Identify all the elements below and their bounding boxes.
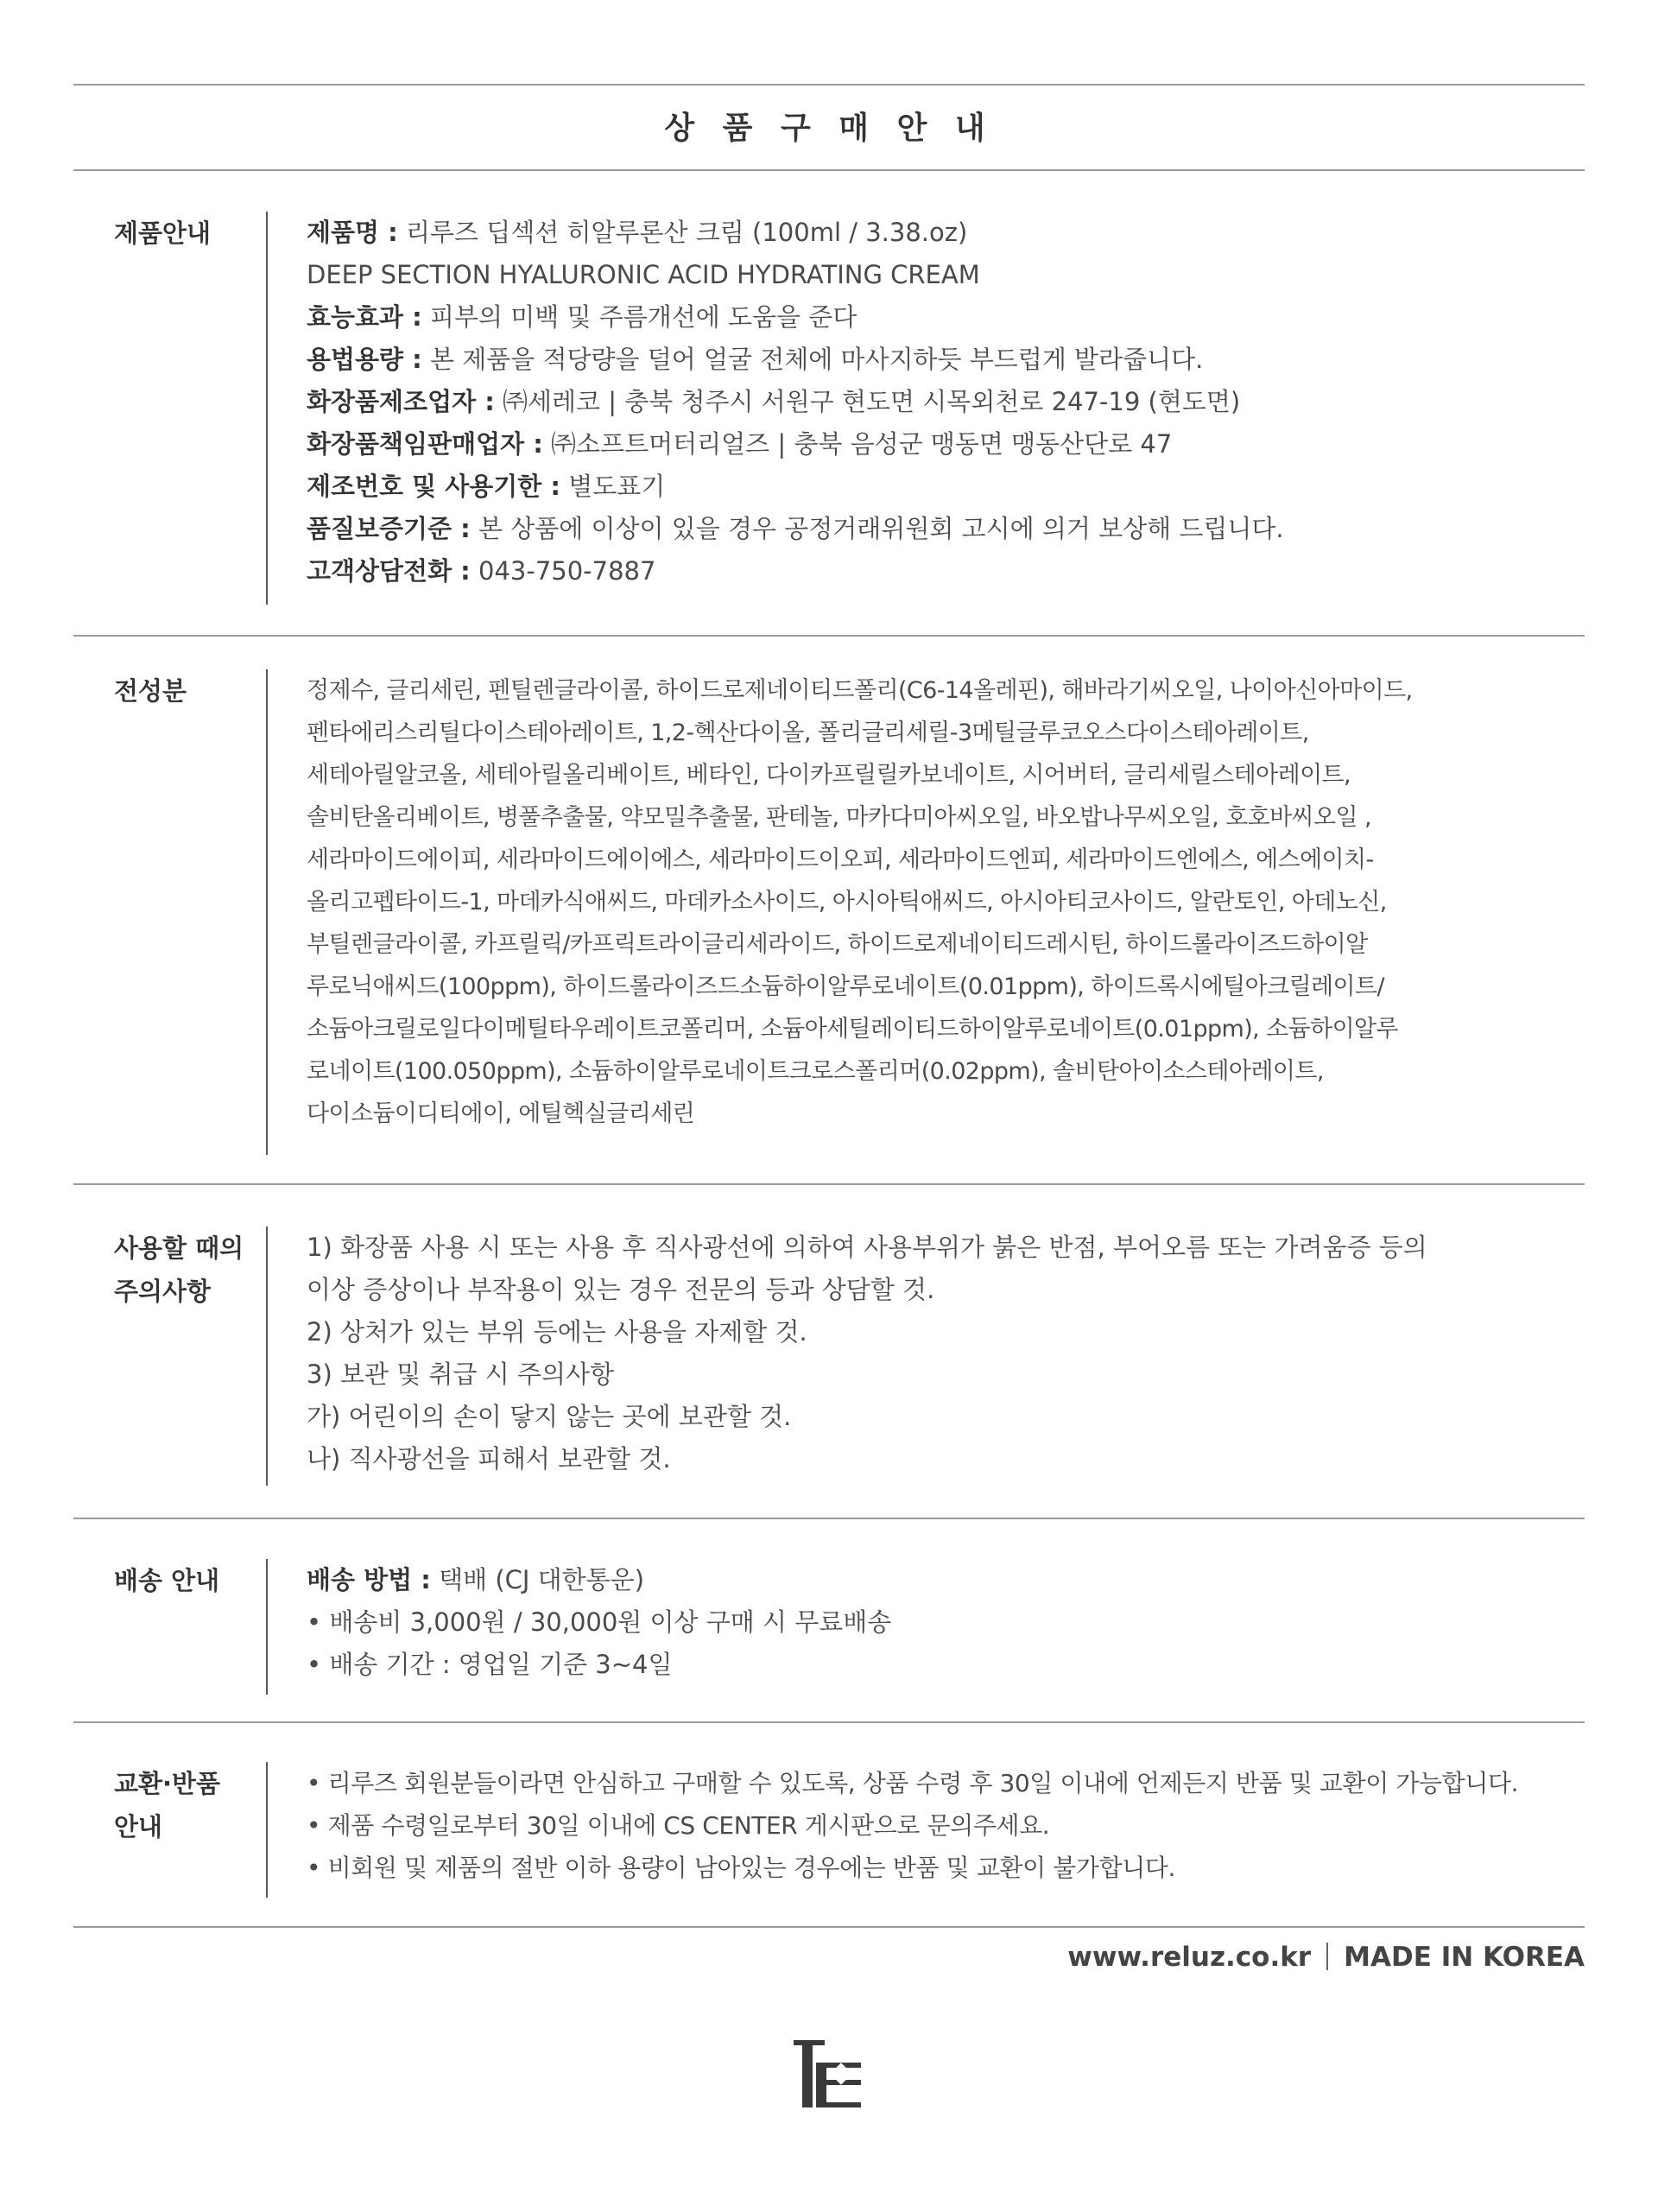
- section-ingredients: [73, 669, 1585, 1157]
- product-name-line: 제품명 : 리루즈 딥섹션 히알루론산 크림 (100ml / 3.38.oz): [307, 218, 968, 247]
- efficacy-line: 효능효과 : 피부의 미백 및 주름개선에 도움을 준다: [307, 302, 857, 332]
- made-in-korea-label: MADE IN KOREA: [1344, 1942, 1585, 1973]
- website-link[interactable]: www.reluz.co.kr: [1067, 1942, 1312, 1973]
- footer: [1067, 1942, 1585, 1973]
- section-label-caution: 사용할 때의 주의사항: [114, 1233, 244, 1306]
- brand-logo-icon: [790, 2037, 868, 2114]
- section-caution: [73, 1226, 1585, 1490]
- ingredients-line: 펜타에리스리틸다이스테아레이트, 1,2-헥산다이올, 폴리글리세릴-3메틸글루코오스다이스테아레이트,: [307, 719, 1309, 746]
- caution-line: 가) 어린이의 손이 닿지 않는 곳에 보관할 것.: [307, 1402, 792, 1431]
- usage-line: 용법용량 : 본 제품을 적당량을 덜어 얼굴 전체에 마사지하듯 부드럽게 발라줍니다.: [307, 345, 1204, 374]
- section-label-shipping: 배송 안내: [114, 1566, 220, 1595]
- page-title: 상 품 구 매 안 내: [664, 111, 994, 146]
- exchange-line: • 리루즈 회원분들이라면 안심하고 구매할 수 있도록, 상품 수령 후 30일 이내에 언제든지 반품 및 교환이 가능합니다.: [307, 1769, 1519, 1797]
- footer-separator: [1326, 1943, 1328, 1970]
- top-divider: [73, 84, 1585, 86]
- section-vertical-divider: [266, 212, 268, 605]
- bottom-divider: [73, 1926, 1585, 1928]
- section-shipping: [73, 1559, 1585, 1697]
- ingredients-line: 정제수, 글리세린, 펜틸렌글라이콜, 하이드로제네이티드폴리(C6-14올레핀), 해바라기씨오일, 나이아신아마이드,: [307, 677, 1413, 704]
- ingredients-line: 소듐아크릴로일다이메틸타우레이트코폴리머, 소듐아세틸레이티드하이알루로네이트(0.01ppm), 소듐하이알루: [307, 1016, 1399, 1043]
- section-label-product-info: 제품안내: [114, 219, 212, 248]
- section-product-info: [73, 212, 1585, 609]
- shipping-fee-line: • 배송비 3,000원 / 30,000원 이상 구매 시 무료배송: [307, 1607, 892, 1637]
- ingredients-line: 루로닉애씨드(100ppm), 하이드롤라이즈드소듐하이알루로네이트(0.01ppm), 하이드록시에틸아크릴레이트/: [307, 973, 1385, 1000]
- caution-line: 나) 직사광선을 피해서 보관할 것.: [307, 1444, 671, 1474]
- section-divider: [73, 635, 1585, 637]
- caution-line: 3) 보관 및 취급 시 주의사항: [307, 1360, 614, 1389]
- shipping-period-line: • 배송 기간 : 영업일 기준 3~4일: [307, 1650, 673, 1679]
- section-divider: [73, 1721, 1585, 1723]
- seller-line: 화장품책임판매업자 : ㈜소프트머터리얼즈 | 충북 음성군 맹동면 맹동산단로 47: [307, 429, 1173, 459]
- customer-phone-line: 고객상담전화 : 043-750-7887: [307, 556, 656, 586]
- ingredients-line: 솔비탄올리베이트, 병풀추출물, 약모밀추출물, 판테놀, 마카다미아씨오일, 바오밥나무씨오일, 호호바씨오일 ,: [307, 804, 1371, 831]
- exchange-line: • 비회원 및 제품의 절반 이하 용량이 남아있는 경우에는 반품 및 교환이 불가합니다.: [307, 1854, 1176, 1882]
- section-divider: [73, 1518, 1585, 1519]
- section-vertical-divider: [266, 1762, 268, 1898]
- product-name-english-line: DEEP SECTION HYALURONIC ACID HYDRATING CREAM: [307, 260, 980, 289]
- ingredients-line: 세라마이드에이피, 세라마이드에이에스, 세라마이드이오피, 세라마이드엔피, 세라마이드엔에스, 에스에이치-: [307, 846, 1374, 873]
- brand-logo-graphic: [790, 2037, 868, 2114]
- title-divider: [73, 169, 1585, 171]
- section-divider: [73, 1183, 1585, 1185]
- caution-line: 이상 증상이나 부작용이 있는 경우 전문의 등과 상담할 것.: [307, 1275, 935, 1304]
- shipping-method-line: 배송 방법 : 택배 (CJ 대한통운): [307, 1565, 645, 1594]
- section-vertical-divider: [266, 669, 268, 1155]
- section-vertical-divider: [266, 1559, 268, 1695]
- exchange-line: • 제품 수령일로부터 30일 이내에 CS CENTER 게시판으로 문의주세요.: [307, 1811, 1050, 1840]
- caution-line: 2) 상처가 있는 부위 등에는 사용을 자제할 것.: [307, 1317, 807, 1347]
- caution-line: 1) 화장품 사용 시 또는 사용 후 직사광선에 의하여 사용부위가 붉은 반점, 부어오름 또는 가려움증 등의: [307, 1233, 1427, 1262]
- exchange-return-body: [307, 1762, 1593, 1889]
- caution-body: [307, 1226, 1593, 1480]
- section-label-exchange-return: 교환·반품 안내: [114, 1769, 221, 1841]
- ingredients-line: 로네이트(100.050ppm), 소듐하이알루로네이트크로스폴리머(0.02ppm), 솔비탄아이소스테아레이트,: [307, 1058, 1324, 1085]
- ingredients-line: 부틸렌글라이콜, 카프릴릭/카프릭트라이글리세라이드, 하이드로제네이티드레시틴, 하이드롤라이즈드하이알: [307, 931, 1368, 958]
- product-info-body: [307, 212, 1593, 593]
- lot-expiry-line: 제조번호 및 사용기한 : 별도표기: [307, 472, 666, 501]
- quality-guarantee-line: 품질보증기준 : 본 상품에 이상이 있을 경우 공정거래위원회 고시에 의거 보상해 드립니다.: [307, 514, 1284, 543]
- section-vertical-divider: [266, 1226, 268, 1486]
- ingredients-body: [307, 669, 1593, 1135]
- section-label-ingredients: 전성분: [114, 676, 187, 706]
- ingredients-line: 다이소듐이디티에이, 에틸헥실글리세린: [307, 1100, 695, 1127]
- ingredients-line: 올리고펩타이드-1, 마데카식애씨드, 마데카소사이드, 아시아틱애씨드, 아시아티코사이드, 알란토인, 아데노신,: [307, 889, 1387, 916]
- ingredients-line: 세테아릴알코올, 세테아릴올리베이트, 베타인, 다이카프릴릴카보네이트, 시어버터, 글리세릴스테아레이트,: [307, 762, 1351, 789]
- shipping-body: [307, 1559, 1593, 1686]
- section-exchange-return: [73, 1762, 1585, 1900]
- manufacturer-line: 화장품제조업자 : ㈜세레코 | 충북 청주시 서원구 현도면 시목외천로 247-19 (현도면): [307, 387, 1241, 416]
